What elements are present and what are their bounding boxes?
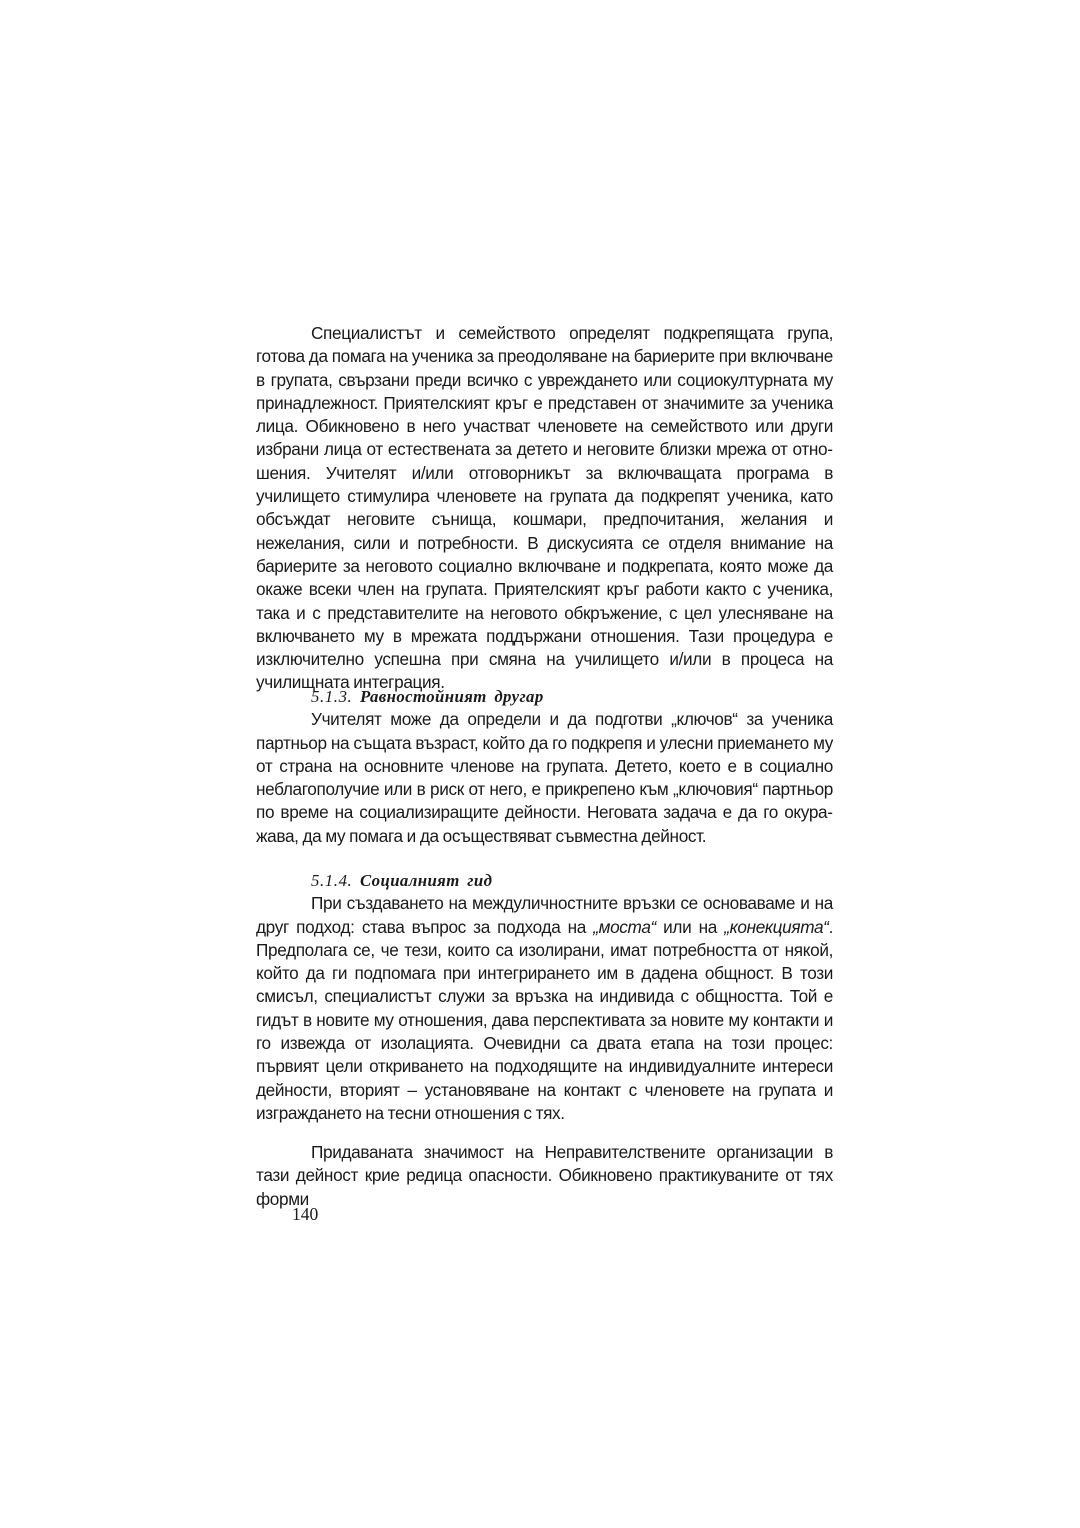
paragraph-ngo bbox=[256, 1141, 833, 1211]
section-number: 5.1.3. bbox=[311, 687, 353, 706]
section-heading bbox=[256, 869, 833, 892]
section-equal-peer bbox=[256, 685, 833, 848]
section-social-guide bbox=[256, 869, 833, 1125]
paragraph-text: Специалистът и семейството определят подкрепящата група, готова да помага на ученика за преодоляване на бариерите при включване в групата, свързани преди всичко с увреждането или социокултурната му принадлежност. Приятелският кръг е представен от значимите за ученика лица. Обикновено в него участват членовете на семейството или други избрани лица от естествената за детето и неговите близки мрежа от отношения. Учителят и/или отговорникът за включващата програма в училището стимулира членовете на групата да подкрепят ученика, като обсъждат неговите сънища, кошмари, предпочитания, желания и нежелания, сили и потребности. В дискусията се отделя внимание на бариерите за неговото социално включване и подкрепата, която може да окаже всеки член на групата. Приятелският кръг работи както с ученика, така и с представителите на неговото обкръжение, с цел улесняване на включването му в мрежата поддържани отношения. Тази процедура е изключително успешна при смяна на училището и/или в процеса на училищната интеграция. bbox=[256, 323, 833, 693]
section-title: Равностойният другар bbox=[359, 687, 544, 706]
section-title: Социалният гид bbox=[359, 871, 493, 890]
section-heading bbox=[256, 685, 833, 708]
section-number: 5.1.4. bbox=[311, 871, 353, 890]
page-number: 140 bbox=[292, 1204, 319, 1224]
italic-term-bridge: „моста“ bbox=[593, 916, 656, 937]
text-segment: или на bbox=[655, 916, 725, 937]
text-segment: . Предполага се, че тези, които са изолирани, имат потребността от някой, който да ги подпомага при интегрирането им в дадена общност. В този смисъл, специалистът служи за връзка на индивида с общността. Той е гидът в новите му отношения, дава перспективата за новите му контакти и го извежда от изолацията. Очевидни са двата етапа на този процес: първият цели откриването на подходящите на индивидуалните интереси дейности, вторият – установяване на контакт с членовете на групата и изграждането на тесни отношения с тях. bbox=[256, 916, 833, 1123]
text-segment: При създаването на междуличностните връзки се основаваме и на друг подход: става въпрос за подхода на bbox=[256, 893, 833, 937]
section-text bbox=[256, 892, 833, 1125]
paragraph-text: Придаваната значимост на Неправителствените организации в тази дейност крие редица опасности. Обикновено практикуваните от тях форми bbox=[256, 1142, 833, 1209]
paragraph-support-group bbox=[256, 322, 833, 695]
italic-term-connection: „конекцията“ bbox=[724, 916, 829, 937]
section-text: Учителят може да определи и да подготви „ключов“ за ученика партньор на същата възраст, който да го подкрепя и улесни приемането му от страна на основните членове на групата. Детето, което е в социално неблагополучие или в риск от него, е прикрепено към „ключовия“ партньор по време на социализиращите дейности. Неговата задача е да го окуражава, да му помага и да осъществяват съвместна дейност. bbox=[256, 709, 833, 846]
